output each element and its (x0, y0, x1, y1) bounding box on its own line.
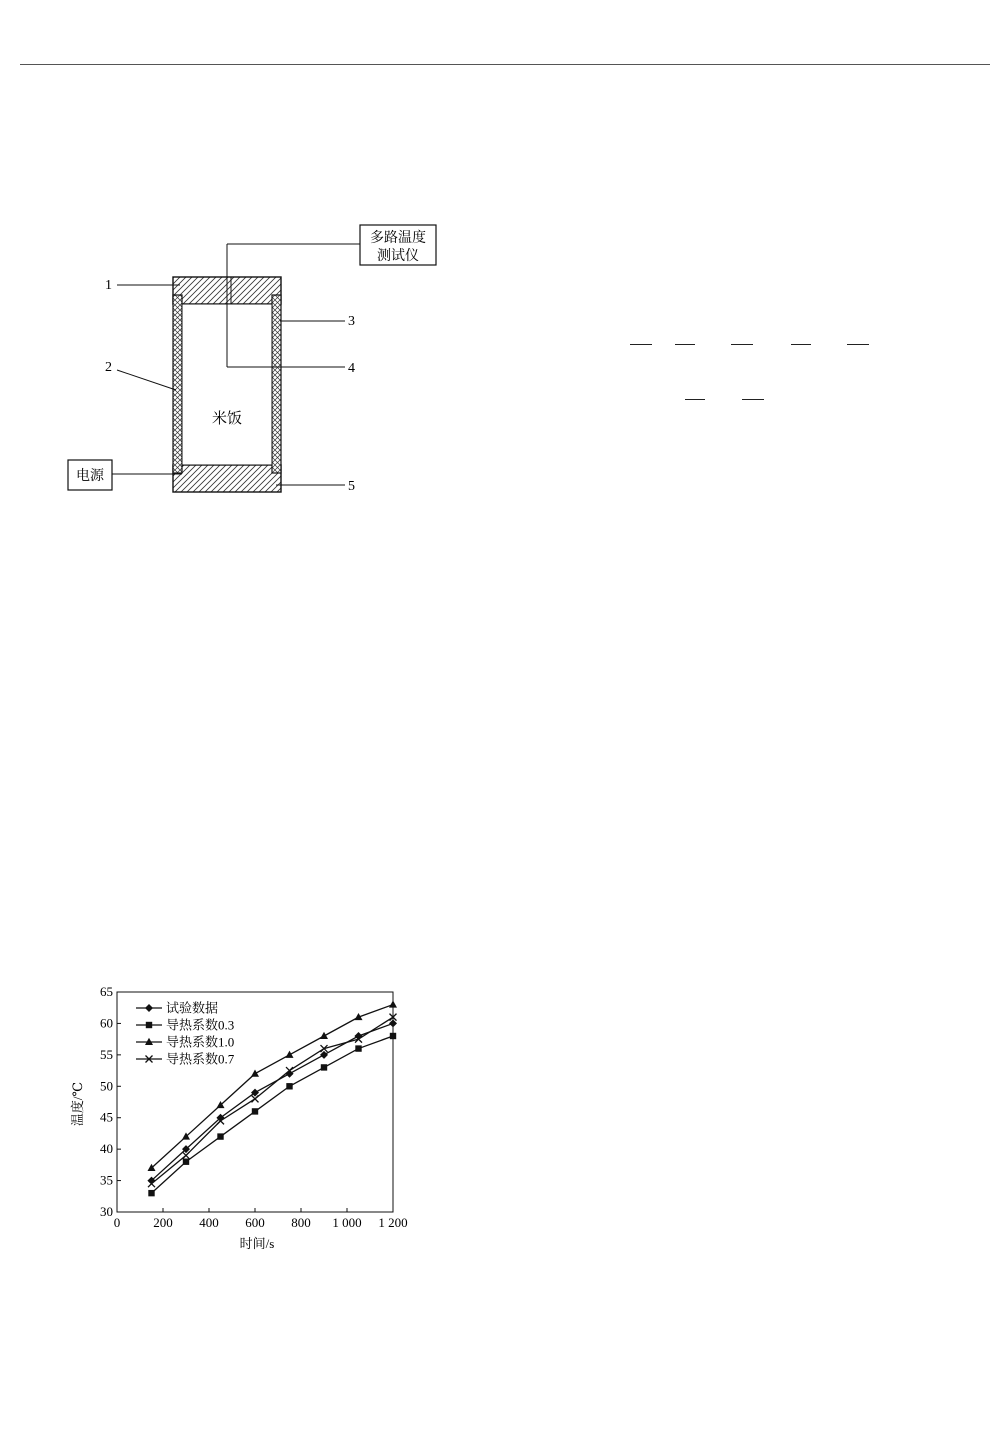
fraction-bar (791, 344, 811, 345)
data-point (355, 1045, 361, 1051)
y-tick-label: 65 (100, 984, 113, 999)
callout-3: 3 (348, 314, 355, 329)
left-wall (173, 295, 182, 473)
y-axis-label: 温度/℃ (70, 1081, 85, 1127)
x-tick-label: 200 (153, 1215, 173, 1230)
data-point (252, 1108, 258, 1114)
callout-2: 2 (105, 360, 112, 375)
header-rule (20, 64, 990, 65)
bottom-base (173, 465, 281, 492)
data-point (321, 1064, 327, 1070)
legend-label: 导热系数0.7 (166, 1051, 235, 1067)
callout-4: 4 (348, 361, 355, 376)
y-tick-label: 40 (100, 1141, 113, 1157)
right-wall (272, 295, 281, 473)
y-tick-label: 45 (100, 1109, 113, 1125)
data-point (148, 1190, 154, 1196)
data-point (145, 1004, 153, 1012)
x-tick-label: 1 200 (378, 1215, 408, 1230)
fraction-bar (731, 344, 753, 345)
y-tick-label: 55 (100, 1046, 113, 1062)
fraction-bar (742, 399, 764, 400)
fraction-bar (847, 344, 869, 345)
fraction-bar (685, 399, 705, 400)
y-tick-label: 35 (100, 1172, 113, 1188)
fraction-bar (630, 344, 652, 345)
y-tick-label: 30 (100, 1204, 113, 1219)
data-point (146, 1022, 152, 1028)
data-point (286, 1083, 292, 1089)
data-point (217, 1133, 223, 1139)
x-tick-label: 800 (291, 1215, 311, 1230)
apparatus-diagram (50, 215, 450, 505)
fraction-bar (675, 344, 695, 345)
rice-label: 米饭 (211, 411, 243, 427)
data-point (390, 1033, 396, 1039)
x-tick-label: 0 (113, 1215, 121, 1230)
callout-5: 5 (348, 479, 355, 494)
data-point (320, 1032, 328, 1039)
meter-label-line1: 多路温度 (370, 231, 426, 246)
x-tick-label: 400 (199, 1215, 219, 1230)
legend-label: 导热系数1.0 (166, 1034, 235, 1050)
legend-label: 导热系数0.3 (166, 1017, 235, 1033)
data-point (251, 1070, 259, 1077)
meter-label-line2: 测试仪 (377, 249, 419, 264)
x-tick-label: 1 000 (332, 1215, 362, 1230)
data-point (286, 1051, 294, 1058)
x-axis-label: 时间/s (239, 1236, 275, 1251)
data-point (183, 1159, 189, 1165)
y-tick-label: 50 (100, 1078, 113, 1094)
temperature-chart (60, 980, 420, 1255)
callout-1: 1 (105, 278, 112, 293)
legend-label: 试验数据 (166, 1000, 219, 1016)
y-tick-label: 60 (100, 1015, 113, 1031)
x-tick-label: 600 (245, 1215, 265, 1230)
power-label: 电源 (76, 469, 104, 484)
data-point (389, 1000, 397, 1007)
